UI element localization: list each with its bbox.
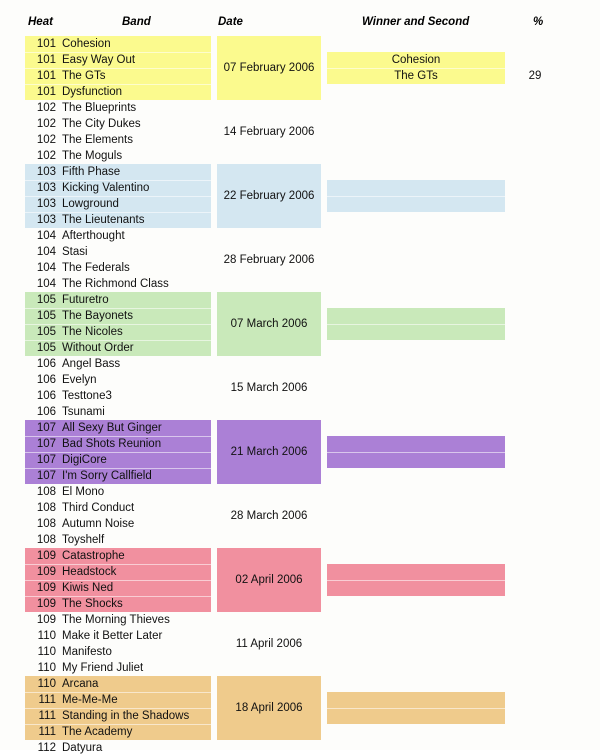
cell-heat-number: 104 (36, 246, 56, 258)
cell-heat-number: 108 (36, 486, 56, 498)
cell-band-name: Testtone3 (62, 390, 112, 402)
table-row[interactable] (0, 468, 600, 484)
cell-band-name: Lowground (62, 198, 119, 210)
cell-band-name: I'm Sorry Callfield (62, 470, 152, 482)
cell-band-name: Bad Shots Reunion (62, 438, 162, 450)
cell-band-name: The Blueprints (62, 102, 137, 114)
cell-heat-number: 107 (36, 470, 56, 482)
cell-heat-number: 112 (37, 742, 56, 754)
cell-band-name: The Bayonets (62, 310, 133, 322)
cell-heat-number: 102 (36, 118, 56, 130)
cell-heat-number: 106 (36, 390, 56, 402)
cell-date: 22 February 2006 (223, 190, 315, 202)
table-row[interactable] (0, 100, 600, 116)
cell-band-name: Catastrophe (62, 550, 125, 562)
cell-heat-number: 103 (36, 182, 56, 194)
cell-heat-number: 107 (36, 438, 56, 450)
table-row[interactable] (0, 340, 600, 356)
cell-date: 28 March 2006 (230, 510, 308, 522)
cell-band-name: Me-Me-Me (62, 694, 118, 706)
table-row[interactable] (0, 228, 600, 244)
table-row[interactable] (0, 84, 600, 100)
cell-band-name: Third Conduct (62, 502, 135, 514)
cell-heat-number: 105 (36, 294, 56, 306)
column-header-date: Date (218, 16, 243, 28)
table-row[interactable] (0, 484, 600, 500)
cell-band-name: The Elements (62, 134, 133, 146)
cell-date: 07 February 2006 (223, 62, 315, 74)
cell-heat-number: 104 (36, 278, 56, 290)
cell-heat-number: 101 (36, 70, 56, 82)
table-row[interactable] (0, 548, 600, 564)
cell-heat-number: 107 (36, 422, 56, 434)
cell-band-name: Datyura (62, 742, 103, 754)
table-header-row (0, 16, 600, 32)
table-row[interactable] (0, 420, 600, 436)
cell-heat-number: 104 (36, 262, 56, 274)
cell-band-name: Dysfunction (62, 86, 123, 98)
cell-band-name: The Morning Thieves (62, 614, 170, 626)
cell-heat-number: 106 (36, 406, 56, 418)
cell-band-name: The Lieutenants (62, 214, 145, 226)
table-row[interactable] (0, 292, 600, 308)
cell-heat-number: 110 (37, 662, 56, 674)
cell-band-name: Autumn Noise (62, 518, 135, 530)
table-row[interactable] (0, 596, 600, 612)
cell-winner: Cohesion (391, 54, 441, 66)
cell-band-name: My Friend Juliet (62, 662, 144, 674)
table-row[interactable] (0, 276, 600, 292)
table-row[interactable] (0, 740, 600, 754)
cell-heat-number: 105 (36, 310, 56, 322)
cell-percent: 29 (528, 70, 542, 82)
cell-heat-number: 109 (36, 614, 56, 626)
cell-date: 21 March 2006 (230, 446, 308, 458)
cell-date: 28 February 2006 (223, 254, 315, 266)
cell-heat-number: 102 (36, 134, 56, 146)
table-row[interactable] (0, 724, 600, 740)
table-row[interactable] (0, 164, 600, 180)
cell-heat-number: 109 (36, 598, 56, 610)
cell-date: 02 April 2006 (235, 574, 303, 586)
cell-band-name: Make it Better Later (62, 630, 163, 642)
cell-heat-number: 104 (36, 230, 56, 242)
cell-band-name: Without Order (62, 342, 134, 354)
cell-heat-number: 108 (36, 502, 56, 514)
cell-heat-number: 106 (36, 374, 56, 386)
cell-heat-number: 105 (36, 326, 56, 338)
cell-heat-number: 101 (36, 38, 56, 50)
cell-heat-number: 108 (36, 534, 56, 546)
cell-band-name: El Mono (62, 486, 105, 498)
cell-heat-number: 103 (36, 198, 56, 210)
cell-heat-number: 111 (38, 694, 56, 706)
cell-heat-number: 110 (37, 646, 56, 658)
cell-heat-number: 101 (36, 54, 56, 66)
table-row[interactable] (0, 148, 600, 164)
cell-heat-number: 109 (36, 550, 56, 562)
cell-heat-number: 111 (38, 726, 56, 738)
column-header-band: Band (122, 16, 151, 28)
cell-band-name: Tsunami (62, 406, 105, 418)
cell-band-name: Arcana (62, 678, 99, 690)
table-row[interactable] (0, 404, 600, 420)
cell-date: 14 February 2006 (223, 126, 315, 138)
cell-band-name: The Federals (62, 262, 130, 274)
column-header-winner-and-second: Winner and Second (362, 16, 470, 28)
cell-band-name: Cohesion (62, 38, 111, 50)
cell-heat-number: 110 (37, 630, 56, 642)
cell-band-name: All Sexy But Ginger (62, 422, 162, 434)
cell-heat-number: 108 (36, 518, 56, 530)
table-row[interactable] (0, 612, 600, 628)
cell-band-name: Futuretro (62, 294, 109, 306)
table-row[interactable] (0, 212, 600, 228)
cell-heat-number: 107 (36, 454, 56, 466)
cell-heat-number: 109 (36, 582, 56, 594)
column-header-percent: % (533, 16, 544, 28)
cell-heat-number: 110 (37, 678, 56, 690)
cell-band-name: The Academy (62, 726, 133, 738)
cell-date: 18 April 2006 (235, 702, 303, 714)
cell-band-name: DigiCore (62, 454, 107, 466)
cell-band-name: Stasi (62, 246, 88, 258)
table-row[interactable] (0, 660, 600, 676)
table-row[interactable] (0, 532, 600, 548)
cell-band-name: Angel Bass (62, 358, 121, 370)
cell-band-name: Standing in the Shadows (62, 710, 190, 722)
cell-band-name: The GTs (62, 70, 106, 82)
cell-band-name: Kicking Valentino (62, 182, 150, 194)
cell-second: The GTs (394, 70, 438, 82)
cell-heat-number: 106 (36, 358, 56, 370)
cell-band-name: Manifesto (62, 646, 112, 658)
table-row[interactable] (0, 356, 600, 372)
table-row[interactable] (0, 676, 600, 692)
cell-heat-number: 111 (38, 710, 56, 722)
cell-band-name: The Moguls (62, 150, 123, 162)
cell-band-name: Easy Way Out (62, 54, 136, 66)
cell-band-name: Toyshelf (62, 534, 105, 546)
cell-band-name: The Nicoles (62, 326, 123, 338)
cell-date: 15 March 2006 (230, 382, 308, 394)
cell-heat-number: 103 (36, 214, 56, 226)
cell-band-name: Afterthought (62, 230, 125, 242)
cell-date: 07 March 2006 (230, 318, 308, 330)
table-row[interactable] (0, 36, 600, 52)
cell-heat-number: 105 (36, 342, 56, 354)
cell-heat-number: 103 (36, 166, 56, 178)
cell-band-name: Headstock (62, 566, 117, 578)
cell-heat-number: 102 (36, 150, 56, 162)
cell-heat-number: 101 (36, 86, 56, 98)
cell-band-name: The City Dukes (62, 118, 141, 130)
cell-band-name: The Shocks (62, 598, 123, 610)
cell-heat-number: 109 (36, 566, 56, 578)
cell-heat-number: 102 (36, 102, 56, 114)
column-header-heat: Heat (28, 16, 53, 28)
cell-band-name: Evelyn (62, 374, 97, 386)
cell-band-name: Kiwis Ned (62, 582, 114, 594)
cell-band-name: Fifth Phase (62, 166, 121, 178)
cell-band-name: The Richmond Class (62, 278, 169, 290)
cell-date: 11 April 2006 (235, 638, 303, 650)
